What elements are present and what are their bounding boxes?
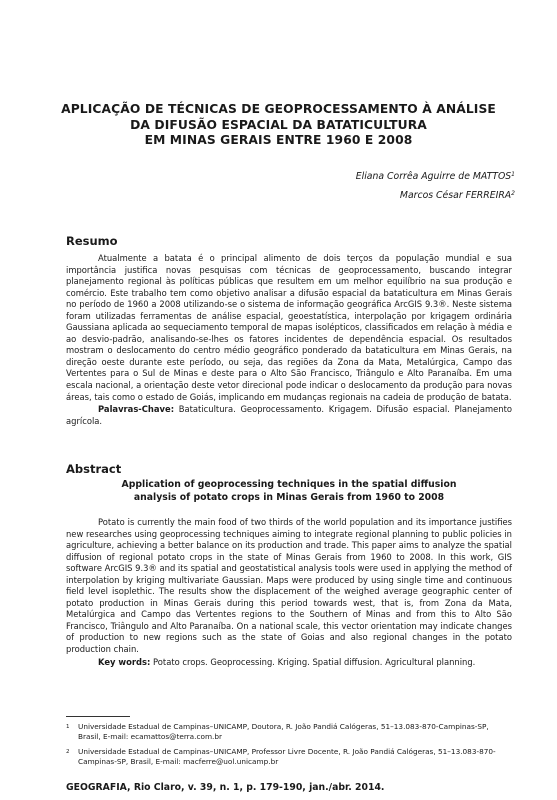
- footnote-number: 2: [66, 748, 70, 755]
- footnote-divider: [66, 716, 130, 717]
- title-line: DA DIFUSÃO ESPACIAL DA BATATICULTURA: [130, 117, 427, 132]
- author-list: [356, 167, 515, 204]
- keywords-text: Bataticultura. Geoprocessamento. Krigagem. Difusão espacial. Planejamento agrícola.: [66, 404, 513, 426]
- title-line: EM MINAS GERAIS ENTRE 1960 E 2008: [144, 133, 413, 147]
- footnote: [66, 722, 512, 743]
- footnote: [66, 747, 512, 768]
- journal-citation-footer: GEOGRAFIA, Rio Claro, v. 39, n. 1, p. 179-190, jan./abr. 2014.: [66, 782, 385, 793]
- footnote-number: 1: [66, 724, 70, 730]
- resumo-keywords: [66, 404, 512, 427]
- keywords-text: Potato crops. Geoprocessing. Kriging. Spatial diffusion. Agricultural planning.: [153, 656, 476, 667]
- abstract-title-line: Application of geoprocessing techniques in the spatial diffusion: [121, 479, 457, 490]
- abstract-body: [66, 517, 512, 668]
- author: Eliana Corrêa Aguirre de MATTOS$^1$: [355, 171, 515, 182]
- resumo-text: Atualmente a batata é o principal alimento de dois terços da população mundial e sua importância justifica novas pesquisas com técnicas de geoprocessamento, buscando integrar planejamento regional às políticas públicas que resultem em um melhor equilíbrio na sua produção e comércio. Este trabalho tem como objetivo analisar a difusão espacial da bataticultura em Minas Gerais no período de 1960 a 2008 utilizando-se o sistema de informação geográfica ArcGIS 9.3®. Neste sistema foram utilizadas ferramentas de análise espacial, geoestatística, interpolação por krigagem ordinária Gaussiana aplicada ao sequeciamento temporal de mapas isolépticos, classificados em relação à média e ao desvio-padrão, analisando-se-lhes os fatores incidentes de dependência espacial. Os resultados mostram o deslocamento do centro médio geográfico ponderado da bataticultura em Minas Gerais, na direção oeste durante este período, ou seja, das regiões da Zona da Mata, Metalúrgica, Campo das Vertentes para o Sul de Minas e deste para o Alto São Francisco, Triângulo e Alto Paranaíba. Em uma escala nacional, a orientação deste vetor direcional pode indicar o deslocamento da produção para novas áreas, tais como o estado de Goiás, implicando em mudanças regionais na cadeia de produção de batata.: [66, 253, 512, 402]
- footnotes: [66, 722, 512, 772]
- keywords-label: Key words:: [98, 656, 151, 667]
- keywords-label: Palavras-Chave:: [98, 404, 175, 415]
- footnote-mark: 2: [511, 189, 515, 197]
- resumo-body: [66, 253, 512, 427]
- abstract-title-line: analysis of potato crops in Minas Gerais from 1960 to 2008: [133, 491, 445, 503]
- abstract-heading: Abstract: [66, 462, 122, 476]
- title-line: APLICAÇÃO DE TÉCNICAS DE GEOPROCESSAMENTO À ANÁLISE: [61, 102, 496, 116]
- resumo-heading: Resumo: [66, 234, 118, 248]
- abstract-title: [66, 479, 512, 504]
- footnote-text: Universidade Estadual de Campinas–UNICAMP, Doutora, R. João Pandiá Calógeras, 51–13.083-870-Campinas-SP, Brasil, E-mail: ecamattos@terra.com.br: [78, 722, 489, 742]
- abstract-text: Potato is currently the main food of two thirds of the world population and its importance justifies new researches using geoprocessing techniques aiming to integrate regional planning to public policies in agriculture, achieving a better balance on its production and trade. This paper aims to analyze the spatial diffusion of regional potato crops in the state of Minas Gerais from 1960 to 2008. In this work, GIS software ArcGIS 9.3® and its spatial and geostatistical analysis tools were used in applying the method of interpolation by kriging multivariate Gaussian. Maps were produced by using single time and continuous field level isoplethic. The results show the displacement of the weighed average geographic center of potato production in Minas Gerais during this period towards west, that is, from Zona da Mata, Metalúrgica and Campo das Vertentes regions to the Southern of Minas and from this to Alto São Francisco, Triângulo and Alto Paranaíba. On a national scale, this vector orientation may indicate changes of production to new regions such as the state of Goias and also regional changes in the potato production chain.: [66, 517, 512, 655]
- abstract-keywords: [66, 657, 512, 669]
- author: Marcos César FERREIRA$^2$: [399, 189, 515, 201]
- footnote-mark: 1: [511, 171, 515, 178]
- footnote-text: Universidade Estadual de Campinas–UNICAMP, Professor Livre Docente, R. João Pandiá Calógeras, 51–13.083-870-Campinas-SP, Brasil, E-mail: macferre@uol.unicamp.br: [78, 746, 496, 767]
- paper-title: [60, 102, 497, 149]
